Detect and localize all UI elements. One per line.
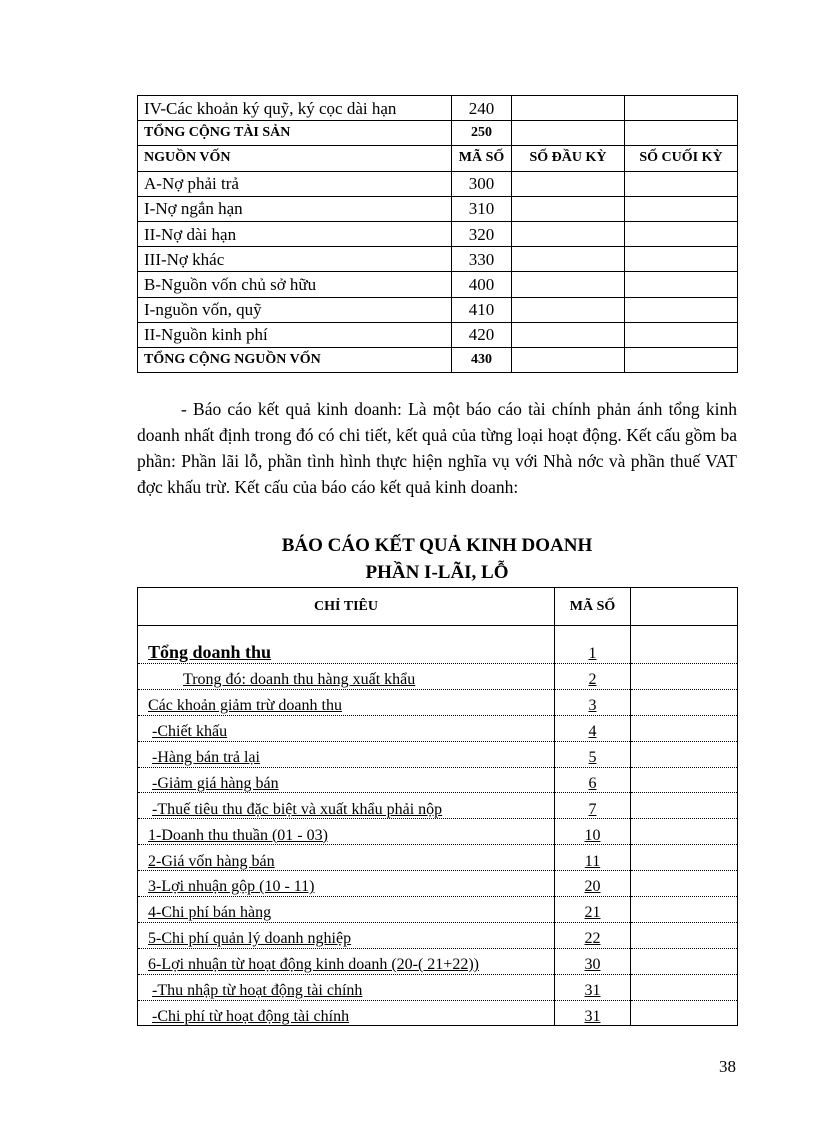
row-code: 4 [555, 715, 631, 741]
balance-sheet-table [137, 95, 738, 373]
end-cell [625, 96, 738, 121]
row-code: 31 [555, 974, 631, 1000]
table-row [138, 819, 738, 845]
row-code: 400 [452, 272, 512, 297]
row-code: 410 [452, 297, 512, 322]
row-code: 1 [555, 626, 631, 664]
end-cell [625, 221, 738, 246]
header-code: MÃ SỐ [452, 146, 512, 171]
value-cell [631, 715, 738, 741]
value-cell [631, 741, 738, 767]
value-cell [631, 793, 738, 819]
table-row [138, 767, 738, 793]
row-label: IV-Các khoản ký quỹ, ký cọc dài hạn [138, 96, 452, 121]
table-row [138, 347, 738, 372]
value-cell [631, 664, 738, 690]
table-row [138, 121, 738, 146]
row-code: 6 [555, 767, 631, 793]
table-row [138, 715, 738, 741]
paragraph-text: - Báo cáo kết quả kinh doanh: Là một báo cáo tài chính phản ánh tổng kinh doanh nhất định trong đó có chi tiết, kết quả của từng loại hoạt động. Kết cấu gồm ba phần: Phần lãi lỗ, phần tình hình thực hiện nghĩa vụ với Nhà nớc và phần thuế VAT đợc khấu trừ. Kết cấu của báo cáo kết quả kinh doanh: [137, 399, 737, 497]
value-cell [631, 626, 738, 664]
report-title: BÁO CÁO KẾT QUẢ KINH DOANH [281, 535, 593, 556]
end-cell [625, 247, 738, 272]
row-label: III-Nợ khác [138, 247, 452, 272]
value-cell [631, 948, 738, 974]
row-label: -Giảm giá hàng bán [138, 767, 555, 793]
row-label: II-Nguồn kinh phí [138, 322, 452, 347]
row-label: II-Nợ dài hạn [138, 221, 452, 246]
table-row [138, 948, 738, 974]
end-cell [625, 121, 738, 146]
table-row [138, 171, 738, 196]
table-row [138, 741, 738, 767]
income-statement-table [137, 587, 738, 1026]
value-cell [631, 767, 738, 793]
header-label: NGUỒN VỐN [138, 146, 452, 171]
row-label: 1-Doanh thu thuần (01 - 03) [138, 819, 555, 845]
value-cell [631, 871, 738, 897]
table-row [138, 845, 738, 871]
row-code: 7 [555, 793, 631, 819]
section-title: PHẦN I-LÃI, LỖ [365, 562, 509, 583]
row-code: 420 [452, 322, 512, 347]
end-cell [625, 297, 738, 322]
row-label: 2-Giá vốn hàng bán [138, 845, 555, 871]
row-code: 5 [555, 741, 631, 767]
end-cell [625, 347, 738, 372]
table-row [138, 922, 738, 948]
table-row [138, 626, 738, 664]
value-cell [631, 922, 738, 948]
row-code: 300 [452, 171, 512, 196]
begin-cell [512, 121, 625, 146]
row-label: -Thu nhập từ hoạt động tài chính [138, 974, 555, 1000]
table-row [138, 96, 738, 121]
table-row [138, 1000, 738, 1026]
row-label: 4-Chi phí bán hàng [138, 897, 555, 923]
row-code: 430 [452, 347, 512, 372]
table-row [138, 974, 738, 1000]
header-code: MÃ SỐ [555, 588, 631, 626]
value-cell [631, 1000, 738, 1026]
table-row [138, 871, 738, 897]
end-cell [625, 272, 738, 297]
value-cell [631, 974, 738, 1000]
row-label: TỔNG CỘNG TÀI SẢN [138, 121, 452, 146]
row-label: -Chiết khấu [138, 715, 555, 741]
table-row [138, 793, 738, 819]
begin-cell [512, 196, 625, 221]
header-begin: SỐ ĐẦU KỲ [512, 146, 625, 171]
table-row [138, 272, 738, 297]
row-code: 20 [555, 871, 631, 897]
table-row [138, 221, 738, 246]
begin-cell [512, 171, 625, 196]
row-label: Các khoản giảm trừ doanh thu [138, 689, 555, 715]
row-label: Tổng doanh thu [138, 626, 555, 664]
value-cell [631, 845, 738, 871]
table-row [138, 322, 738, 347]
table-row [138, 196, 738, 221]
row-code: 3 [555, 689, 631, 715]
row-code: 11 [555, 845, 631, 871]
row-label: I-Nợ ngắn hạn [138, 196, 452, 221]
row-label: -Hàng bán trả lại [138, 741, 555, 767]
row-label: 3-Lợi nhuận gộp (10 - 11) [138, 871, 555, 897]
value-cell [631, 689, 738, 715]
end-cell [625, 196, 738, 221]
table-row [138, 297, 738, 322]
header-end: SỐ CUỐI KỲ [625, 146, 738, 171]
table-row [138, 247, 738, 272]
row-label: Trong đó: doanh thu hàng xuất khẩu [138, 664, 555, 690]
row-label: A-Nợ phải trả [138, 171, 452, 196]
table-row [138, 897, 738, 923]
row-code: 22 [555, 922, 631, 948]
row-label: B-Nguồn vốn chủ sở hữu [138, 272, 452, 297]
row-code: 250 [452, 121, 512, 146]
begin-cell [512, 322, 625, 347]
row-label: TỔNG CỘNG NGUỒN VỐN [138, 347, 452, 372]
row-code: 21 [555, 897, 631, 923]
row-label: -Thuế tiêu thu đặc biệt và xuất khẩu phải nộp [138, 793, 555, 819]
row-code: 320 [452, 221, 512, 246]
table-header-row [138, 588, 738, 626]
begin-cell [512, 297, 625, 322]
row-code: 31 [555, 1000, 631, 1026]
begin-cell [512, 96, 625, 121]
begin-cell [512, 221, 625, 246]
row-code: 30 [555, 948, 631, 974]
header-indicator: CHỈ TIÊU [138, 588, 555, 626]
begin-cell [512, 347, 625, 372]
row-code: 310 [452, 196, 512, 221]
begin-cell [512, 272, 625, 297]
page-number: 38 [719, 1057, 736, 1076]
end-cell [625, 171, 738, 196]
row-code: 10 [555, 819, 631, 845]
row-code: 330 [452, 247, 512, 272]
table-row [138, 689, 738, 715]
row-code: 2 [555, 664, 631, 690]
value-cell [631, 897, 738, 923]
row-code: 240 [452, 96, 512, 121]
row-label: I-nguồn vốn, quỹ [138, 297, 452, 322]
table-row [138, 664, 738, 690]
header-value [631, 588, 738, 626]
table-header-row [138, 146, 738, 171]
begin-cell [512, 247, 625, 272]
body-paragraph [137, 396, 737, 500]
end-cell [625, 322, 738, 347]
row-label: 5-Chi phí quản lý doanh nghiệp [138, 922, 555, 948]
row-label: -Chi phí từ hoạt động tài chính [138, 1000, 555, 1026]
value-cell [631, 819, 738, 845]
row-label: 6-Lợi nhuận từ hoạt động kinh doanh (20-( 21+22)) [138, 948, 555, 974]
